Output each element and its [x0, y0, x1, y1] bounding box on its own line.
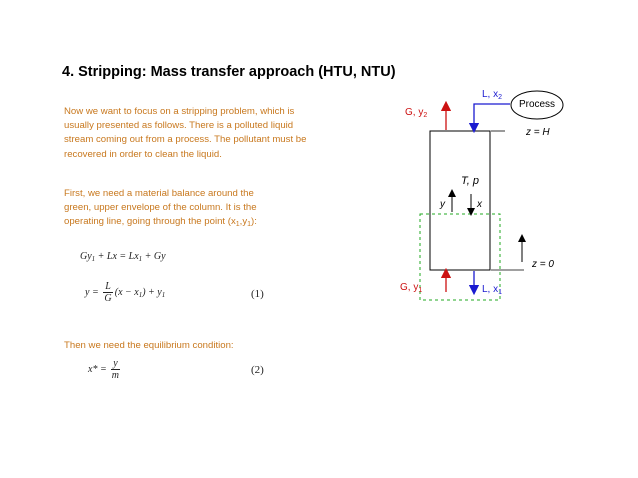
fraction-denominator: m [111, 370, 120, 381]
intro-line: Now we want to focus on a stripping problem, which is [64, 106, 295, 117]
subscript: 1 [247, 221, 252, 229]
top-gas-label [405, 107, 427, 119]
equilibrium-paragraph: Then we need the equilibrium condition: [64, 340, 234, 351]
process-label: Process [518, 99, 556, 110]
y-arrow-label: y [440, 199, 445, 210]
bottom-gas-label [400, 282, 422, 294]
label-text: G, y [405, 107, 424, 118]
subscript: 2 [423, 112, 428, 119]
subscript: 1 [138, 255, 143, 263]
eq-term: y = [85, 286, 102, 298]
subscript: 1 [498, 289, 503, 296]
eq-term: + Lx = Lx [95, 251, 139, 262]
page-title: 4. Stripping: Mass transfer approach (HTU, NTU) [62, 64, 396, 80]
subscript: 1 [235, 221, 240, 229]
z-top-label: z = H [526, 127, 550, 138]
intro-line: usually presented as follows. There is a polluted liquid [64, 120, 294, 132]
equation-number: (2) [251, 364, 264, 376]
eq-term: x* = [88, 363, 110, 375]
balance-text: ): [251, 216, 257, 228]
label-text: G, y [400, 282, 419, 293]
process-node [510, 91, 564, 119]
eq-term: (x − x [114, 286, 139, 298]
intro-line: recovered in order to clean the liquid. [64, 148, 222, 160]
label-text: L, x [482, 89, 499, 100]
subscript: 1 [418, 287, 423, 294]
subscript: 2 [498, 94, 503, 101]
liquid-inlet-arrow [474, 104, 510, 128]
z-bottom-label: z = 0 [532, 259, 554, 270]
fraction-denominator: G [104, 293, 112, 304]
bottom-liquid-label [482, 284, 502, 296]
balance-line: First, we need a material balance around the [64, 188, 254, 199]
fraction-numerator: L [105, 281, 111, 292]
subscript: 1 [91, 255, 96, 263]
intro-line: stream coming out from a process. The pollutant must be [64, 134, 307, 146]
conditions-label: T, p [461, 175, 479, 187]
balance-text: ,y [239, 216, 248, 228]
x-arrow-label: x [477, 199, 482, 210]
balance-text: operating line, going through the point (x [64, 216, 236, 228]
eq-term: ) + y [142, 286, 162, 298]
subscript: 1 [161, 290, 166, 299]
fraction-numerator: y [113, 358, 118, 369]
subscript: 1 [138, 290, 143, 299]
eq-term: Gy [80, 251, 92, 262]
equation-number: (1) [251, 288, 264, 300]
label-text: L, x [482, 284, 499, 295]
top-liquid-label [482, 89, 502, 101]
balance-line: green, upper envelope of the column. It is the [64, 202, 257, 214]
eq-term: + Gy [142, 251, 166, 262]
